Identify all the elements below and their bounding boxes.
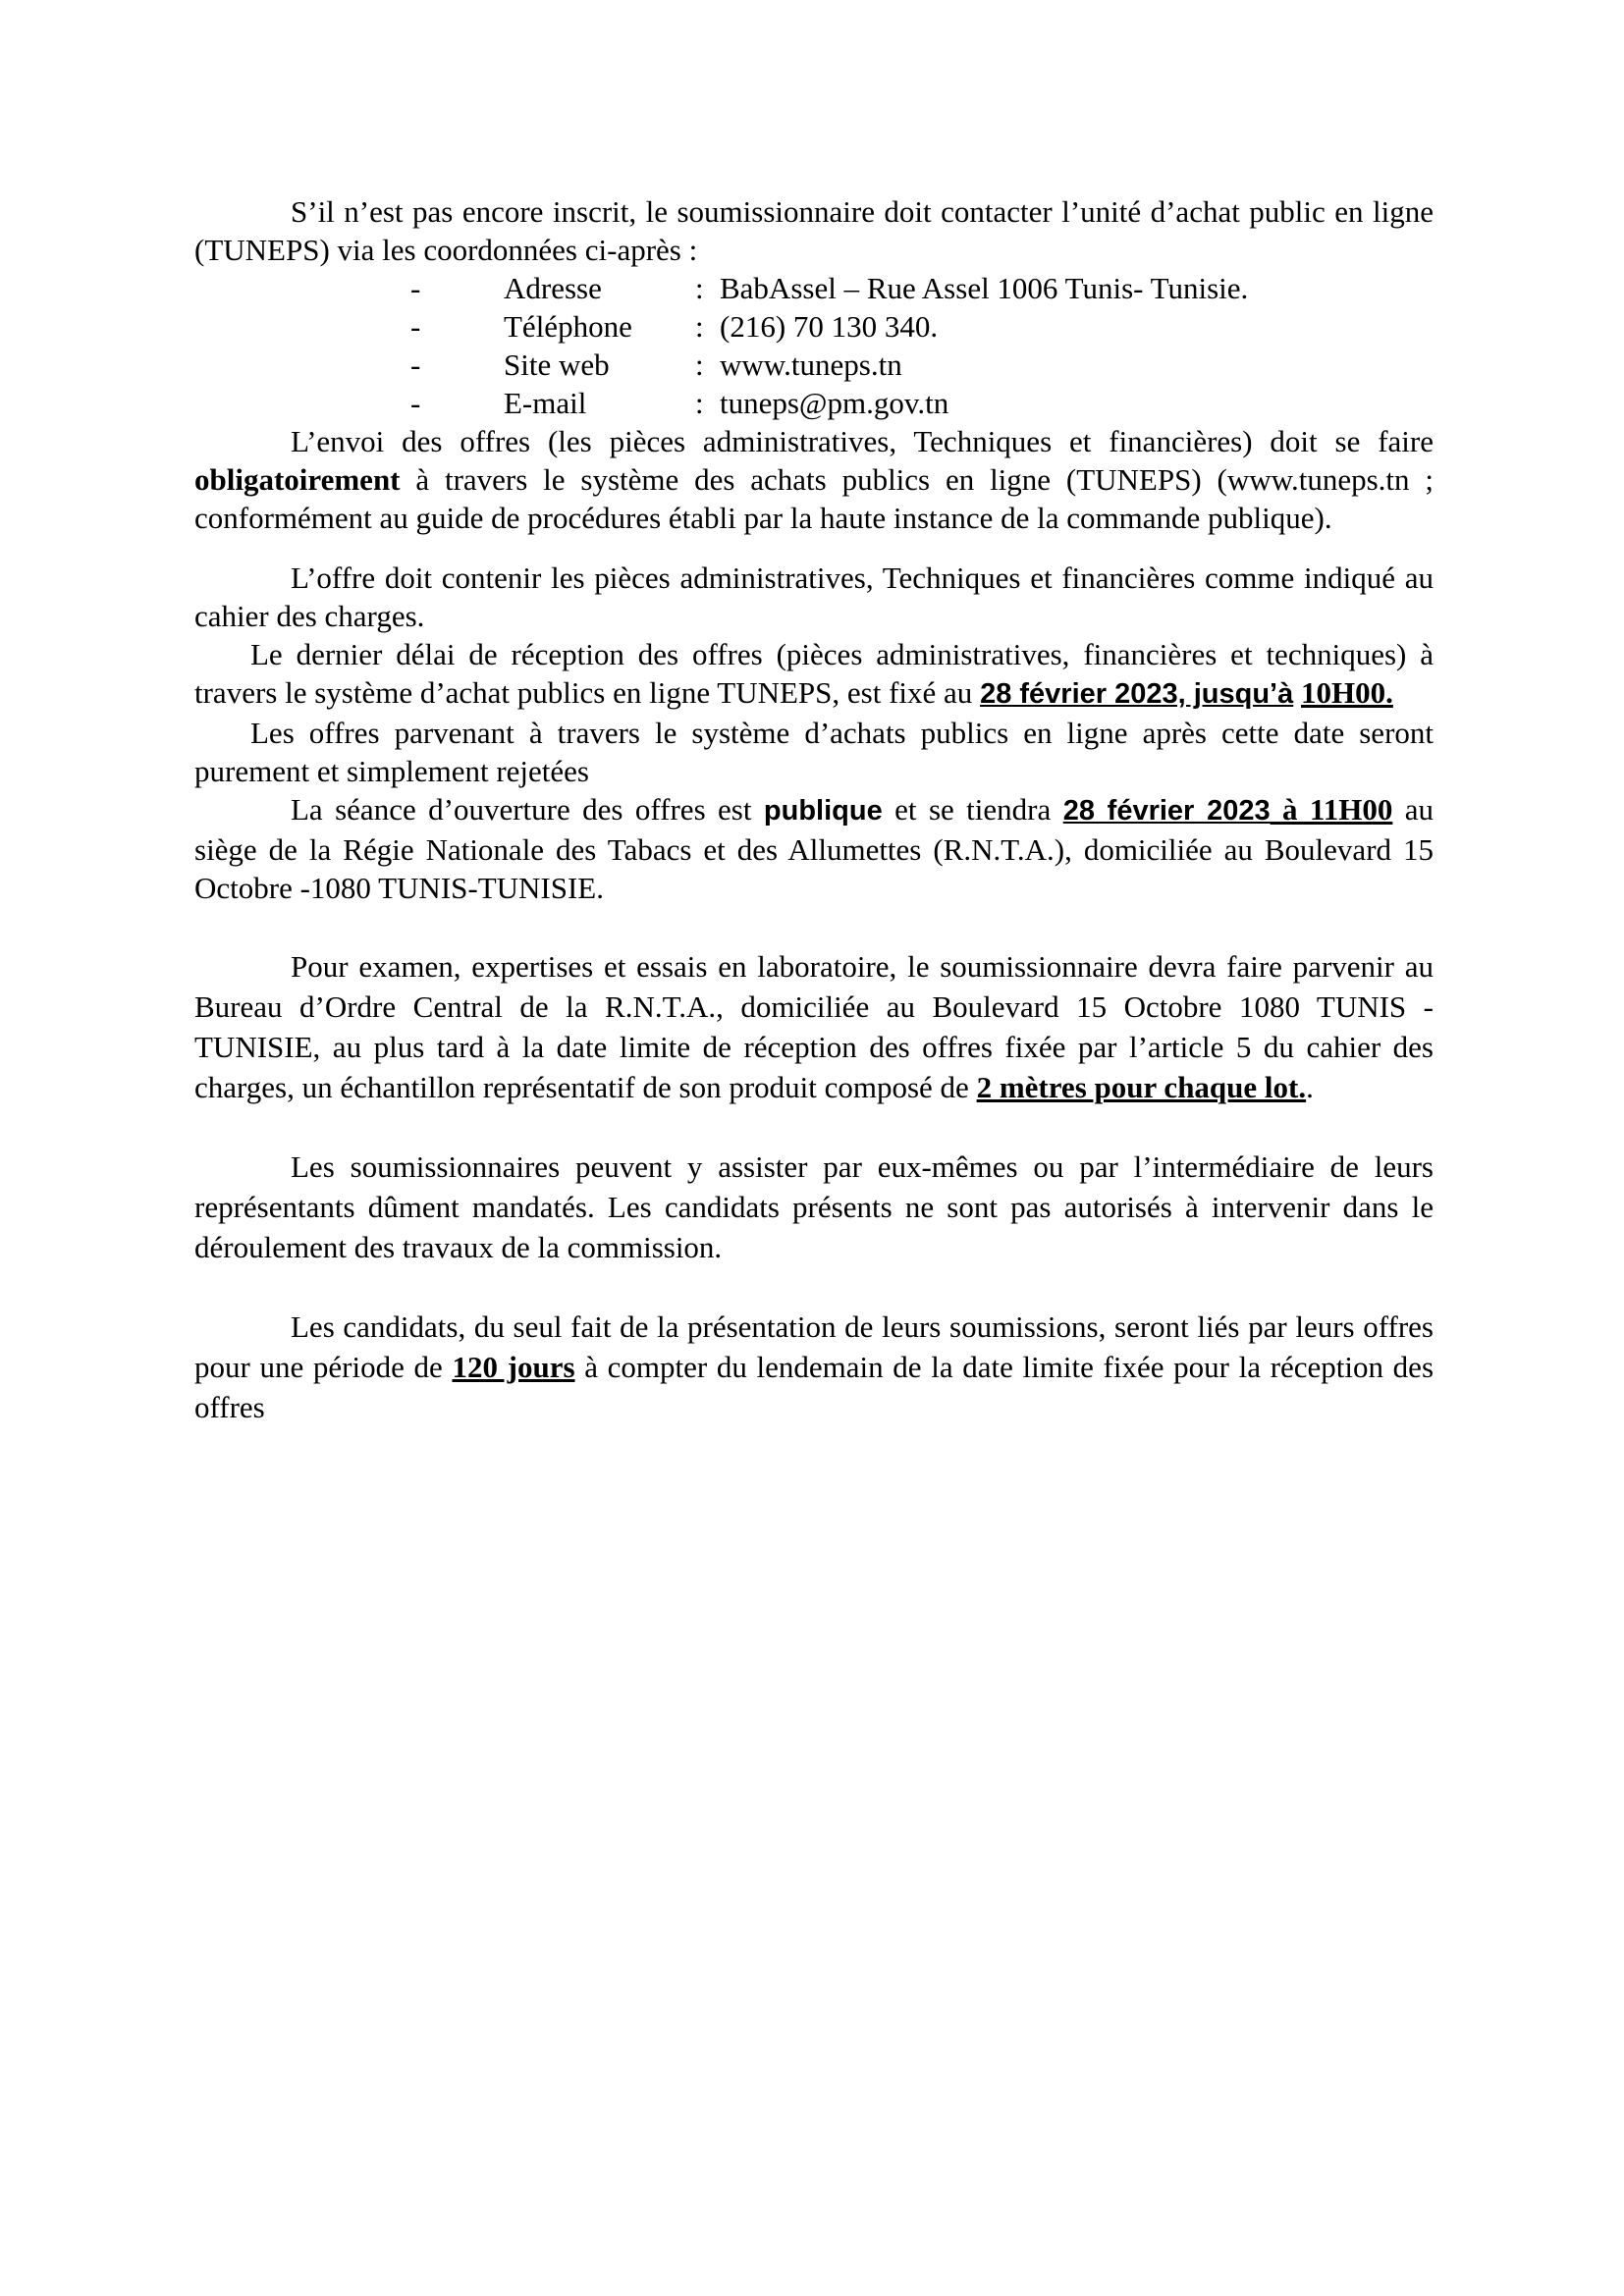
list-dash: - [410,347,421,382]
list-dash: - [410,309,421,344]
contact-colon: : [695,386,704,420]
contact-value: www.tuneps.tn [720,347,902,382]
submission-paragraph [194,422,1434,537]
contact-value: tuneps@pm.gov.tn [720,386,949,420]
contact-website [194,346,1434,384]
opening-session-paragraph [194,790,1434,907]
list-dash: - [410,271,421,305]
sample-quantity: 2 mètres pour chaque lot. [976,1070,1307,1104]
validity-period: 120 jours [452,1350,575,1384]
contact-email [194,384,1434,422]
late-offers-paragraph: Les offres parvenant à travers le système d’achats publics en ligne après cette date seront purement et simplement rejetées [194,716,1434,788]
contact-label: Téléphone [504,309,632,344]
text-run: à compter du lendemain de la date limite fixée pour la réception des offres [194,1350,1435,1424]
text-run: La séance d’ouverture des offres est [291,792,764,827]
emphasis-obligatoirement: obligatoirement [194,462,401,497]
opening-date: 28 février 2023 [1062,795,1271,827]
offer-content-paragraph: L’offre doit contenir les pièces administratives, Techniques et financières comme indiqué au cahier des charges. [194,561,1434,633]
deadline-date: 28 février 2023, jusqu’à [980,678,1294,710]
deadline-paragraph [194,635,1434,714]
contact-label: E-mail [504,386,587,420]
text-run: . [1306,1070,1314,1104]
attendance-paragraph: Les soumissionnaires peuvent y assister par eux-mêmes ou par l’intermédiaire de leurs représentants dûment mandatés. Les candidats présents ne sont pas autorisés à intervenir dans le déroulement des travaux de la commission. [194,1149,1434,1264]
contact-value: BabAssel – Rue Assel 1006 Tunis- Tunisie. [720,271,1249,305]
validity-paragraph [194,1307,1434,1427]
text-run: Les candidats, du seul fait de la présentation de leurs soumissions, seront liés par leurs offres pour une période de [194,1309,1434,1384]
contact-list [194,269,1434,422]
contact-address [194,269,1434,307]
text-run: Le dernier délai de réception des offres (pièces administratives, financières et techniques) à travers le système d’achat publics en ligne TUNEPS, est fixé au [194,637,1434,710]
list-dash: - [410,386,421,420]
text-run: à travers le système des achats publics en ligne (TUNEPS) (www.tuneps.tn ; conformément au guide de procédures établi par la haute instance de la commande publique). [194,462,1434,535]
document-body [194,192,1434,1427]
contact-colon: : [695,271,704,305]
contact-colon: : [695,309,704,344]
contact-label: Adresse [504,271,602,305]
text-run: Pour examen, expertises et essais en laboratoire, le soumissionnaire devra faire parvenir au Bureau d’Ordre Central de la R.N.T.A., domiciliée au Boulevard 15 Octobre 1080 TUNIS - TUNISIE, au plus tard à la date limite de réception des offres fixée par l’article 5 du cahier des charges, un échantillon représentatif de son produit composé de [194,949,1434,1104]
contact-value: (216) 70 130 340. [720,309,939,344]
opening-time: à 11H00 [1270,792,1393,827]
contact-colon: : [695,347,704,382]
contact-label: Site web [504,347,610,382]
text-run: et se tiendra [882,792,1063,827]
text-run: L’envoi des offres (les pièces administratives, Techniques et financières) doit se faire [291,424,1434,458]
samples-paragraph [194,946,1434,1107]
contact-phone [194,307,1434,346]
text-run: au siège de la Régie Nationale des Tabacs et des Allumettes (R.N.T.A.), domiciliée au Boulevard 15 Octobre -1080 TUNIS-TUNISIE. [194,792,1435,905]
emphasis-publique: publique [763,795,883,827]
deadline-time: 10H00. [1301,675,1393,710]
registration-paragraph: S’il n’est pas encore inscrit, le soumissionnaire doit contacter l’unité d’achat public en ligne (TUNEPS) via les coordonnées ci-après : [194,194,1434,267]
